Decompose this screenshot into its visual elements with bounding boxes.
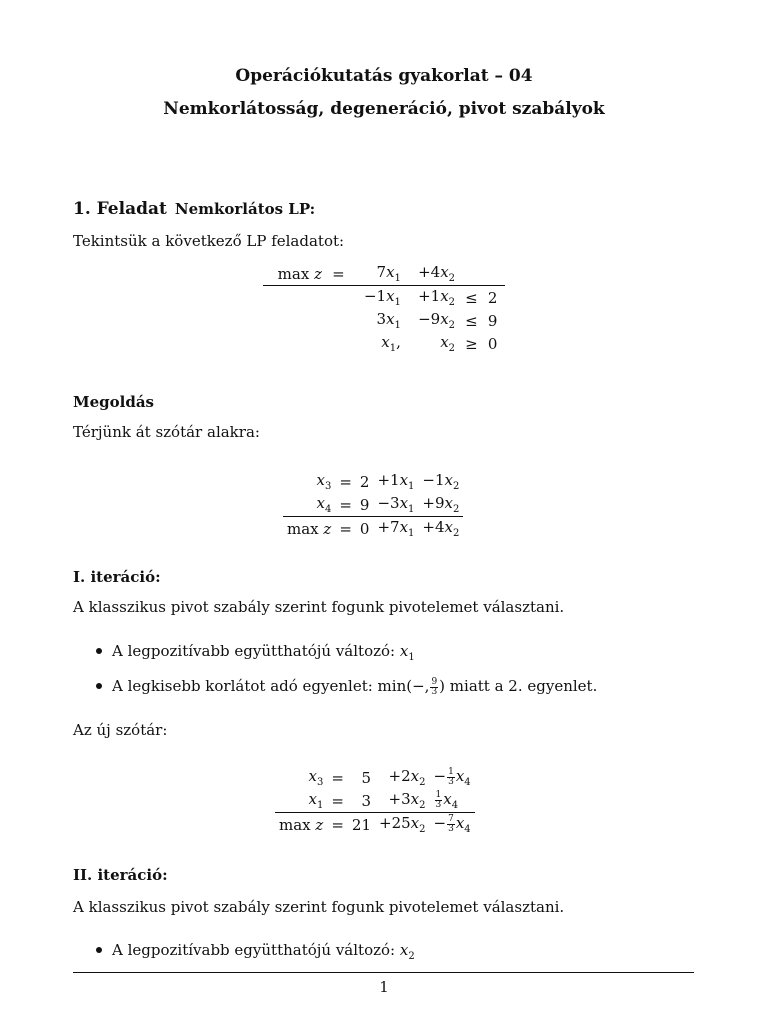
lp-c3-rhs: 0	[487, 334, 498, 353]
dictionary-initial	[283, 470, 463, 540]
dict1-term-b: − $\frac{1}{3}$ $x_4$	[433, 766, 471, 788]
dict0-const: 0	[359, 519, 370, 538]
problem-name: Nemkorlátos LP:	[174, 200, 316, 218]
fraction: $\frac{1}{3}$	[435, 789, 442, 810]
list-item	[96, 677, 597, 697]
lp-eq: =	[326, 262, 351, 286]
bullet-icon	[96, 648, 102, 654]
dict1-eq: =	[331, 815, 344, 834]
iteration-1-text: A klasszikus pivot szabály szerint fogunk pivotelemet választani.	[73, 598, 565, 616]
dict-row	[283, 493, 463, 517]
dict0-term-b: $+9x_2$	[418, 493, 463, 517]
lp-c1-t1: $-1x_1$	[363, 287, 401, 308]
dict1-term-a: $+3x_2$	[375, 789, 430, 813]
lp-constraint-row	[263, 309, 505, 332]
lp-obj-term2: $+4x_2$	[405, 262, 459, 286]
bullet-text: A legpozitívabb együtthatójú változó:	[112, 642, 396, 660]
lp-c2-t1: $3x_1$	[376, 310, 401, 331]
bullet-icon	[96, 683, 102, 689]
lp-c3-t1: $x_1$,	[381, 333, 401, 354]
solution-intro: Térjünk át szótár alakra:	[73, 423, 260, 441]
lp-constraint-row	[263, 286, 505, 310]
dict0-eq: =	[339, 472, 352, 491]
page-subtitle: Nemkorlátosság, degeneráció, pivot szabályok	[163, 99, 605, 119]
dict1-lhs: $x_1$	[275, 789, 327, 813]
lp-c2-rel: ≤	[465, 311, 478, 330]
dict0-term-a: $-3x_1$	[373, 493, 418, 517]
dict0-term-a: $+1x_1$	[377, 471, 415, 492]
bullet-var: $x_1$	[399, 642, 415, 663]
dict0-const: 2	[359, 472, 370, 491]
page-number: 1	[379, 978, 389, 996]
list-item	[96, 941, 415, 962]
dict1-lhs: max z	[279, 815, 324, 834]
footer-rule	[73, 972, 694, 973]
dict1-eq: =	[331, 768, 344, 787]
dict-objective-row	[283, 517, 463, 541]
dict-row	[275, 789, 475, 813]
fraction	[430, 678, 438, 697]
dict0-eq: =	[339, 519, 352, 538]
iteration-2-text: A klasszikus pivot szabály szerint fogunk pivotelemet választani.	[73, 898, 565, 916]
dict1-const: 3	[348, 789, 375, 813]
dict1-eq: =	[327, 789, 348, 813]
lp-c2-rhs: 9	[487, 311, 498, 330]
fraction: $\frac{1}{3}$	[448, 766, 454, 787]
problem-heading	[73, 199, 315, 219]
page-title: Operációkutatás gyakorlat – 04	[235, 66, 533, 86]
lp-c1-t2: $+1x_2$	[418, 287, 456, 308]
dict0-term-a: $+7x_1$	[377, 518, 415, 539]
iteration-1-heading: I. iteráció:	[73, 568, 161, 586]
fraction-den: 3	[431, 686, 438, 697]
dict0-const: 9	[356, 493, 374, 517]
lp-objective-row	[263, 262, 505, 286]
lp-table	[263, 262, 505, 355]
bullet-icon	[96, 947, 102, 953]
fraction: $\frac{7}{3}$	[448, 813, 454, 834]
lp-c1-rhs: 2	[487, 288, 498, 307]
dict0-lhs: $x_4$	[283, 493, 335, 517]
dict1-lhs: $x_3$	[308, 767, 324, 788]
dict1-term-a: $+2x_2$	[388, 767, 426, 788]
dict0-term-b: $+4x_2$	[422, 518, 460, 539]
dict-row	[283, 470, 463, 493]
dict0-lhs: max z	[287, 519, 332, 538]
dictionary-iteration-1	[275, 766, 475, 836]
solution-heading: Megoldás	[73, 393, 154, 411]
dict0-lhs: $x_3$	[316, 471, 332, 492]
dict0-term-b: $-1x_2$	[422, 471, 460, 492]
bullet-var: $x_2$	[399, 941, 415, 962]
lp-constraint-row	[263, 332, 505, 355]
dict1-const: 21	[351, 815, 371, 834]
new-dictionary-label: Az új szótár:	[73, 721, 168, 739]
lp-c2-t2: $-9x_2$	[418, 310, 456, 331]
dict1-const: 5	[361, 768, 371, 787]
lp-objective-label	[263, 262, 326, 286]
lp-obj-term1: $7x_1$	[351, 262, 405, 286]
bullet-text-post: ) miatt a 2. egyenlet.	[439, 677, 598, 695]
dict1-term-b: − $\frac{7}{3}$ $x_4$	[433, 813, 471, 835]
dict-row	[275, 766, 475, 789]
problem-number: 1. Feladat	[73, 199, 167, 219]
lp-max: max	[277, 264, 310, 283]
lp-c3-t2: $x_2$	[440, 333, 456, 354]
list-item	[96, 642, 415, 663]
problem-intro: Tekintsük a következő LP feladatot:	[73, 232, 345, 250]
lp-c1-rel: ≤	[465, 288, 478, 307]
iteration-2-heading: II. iteráció:	[73, 866, 168, 884]
dict1-term-a: $+25x_2$	[379, 814, 426, 835]
dict0-eq: =	[335, 493, 356, 517]
bullet-text: A legpozitívabb együtthatójú változó:	[112, 941, 396, 959]
dict1-term-b: $\frac{1}{3}$ $x_4$	[430, 789, 475, 813]
bullet-text-pre: A legkisebb korlátot adó egyenlet: min(−,	[112, 677, 430, 695]
dict-objective-row	[275, 813, 475, 837]
fraction-num: 9	[431, 676, 438, 687]
lp-c3-rel: ≥	[465, 334, 478, 353]
lp-obj-var: z	[314, 264, 322, 283]
